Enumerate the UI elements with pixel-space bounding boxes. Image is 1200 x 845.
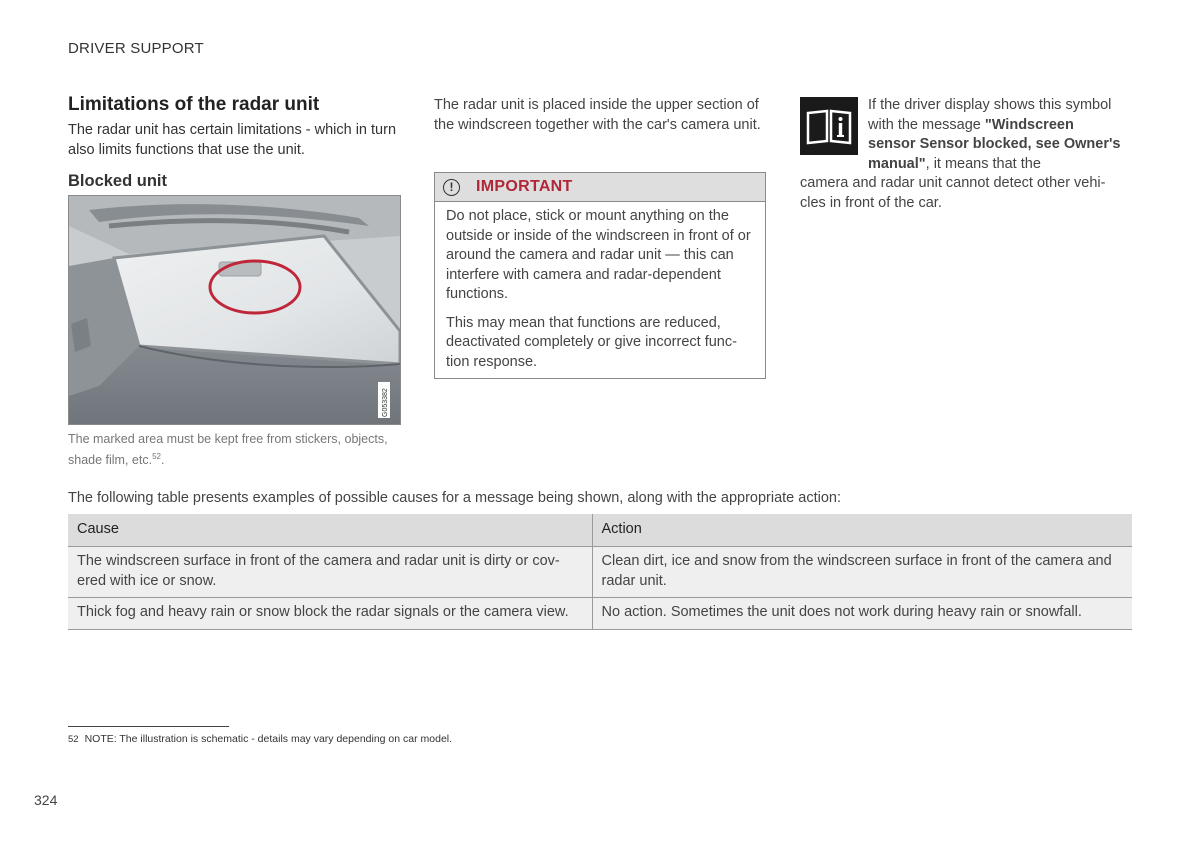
action-cell: No action. Sometimes the unit does not work during heavy rain or snowfall. bbox=[592, 598, 1132, 630]
table-intro: The following table presents examples of possible causes for a message being shown, along with the appropriate action: bbox=[68, 490, 841, 506]
table-header-row bbox=[68, 514, 1132, 547]
display-symbol-paragraph: If the driver display shows this symbol with the message "Windscreen sensor Sensor blocked, see Owner's manual", it means that the bbox=[868, 97, 1121, 172]
display-symbol-paragraph-cont: camera and radar unit cannot detect other vehicles in front of the car. bbox=[800, 175, 1106, 211]
important-title: IMPORTANT bbox=[476, 178, 573, 195]
cause-cell: Thick fog and heavy rain or snow block the radar signals or the camera view. bbox=[68, 598, 592, 630]
section-heading: Limitations of the radar unit bbox=[68, 94, 320, 115]
table-row bbox=[68, 598, 1132, 630]
footnote-divider bbox=[68, 726, 229, 727]
important-paragraph: This may mean that functions are reduced, deactivated completely or give incorrect function response. bbox=[446, 314, 737, 370]
important-header bbox=[435, 173, 765, 202]
owners-manual-icon bbox=[800, 97, 858, 155]
radar-location-paragraph: The radar unit is placed inside the upper section of the windscreen together with the car's camera unit. bbox=[434, 97, 761, 133]
cause-cell: The windscreen surface in front of the camera and radar unit is dirty or covered with ice or snow. bbox=[68, 547, 592, 598]
subheading-blocked-unit: Blocked unit bbox=[68, 172, 168, 190]
important-box bbox=[434, 172, 766, 379]
footnote-number: 52 bbox=[68, 734, 79, 745]
column-header-action: Action bbox=[592, 514, 1132, 547]
display-message: "Windscreen sensor Sensor blocked, see Owner's manual" bbox=[868, 116, 1121, 172]
important-paragraph: Do not place, stick or mount anything on the outside or inside of the windscreen in front of or around the camera and radar unit — this can interfere with camera and radar-dependent functions. bbox=[446, 208, 751, 302]
column-header-cause: Cause bbox=[68, 514, 592, 547]
footnote-ref[interactable]: 52 bbox=[152, 452, 161, 461]
footnote-text: NOTE: The illustration is schematic - details may vary depending on car model. bbox=[84, 733, 453, 745]
intro-paragraph: The radar unit has certain limitations - which in turn also limits functions that use the unit. bbox=[68, 122, 397, 158]
windscreen-illustration bbox=[68, 195, 401, 425]
action-cell: Clean dirt, ice and snow from the windscreen surface in front of the camera and radar unit. bbox=[592, 547, 1132, 598]
important-body bbox=[435, 202, 765, 372]
section-header: DRIVER SUPPORT bbox=[68, 40, 204, 57]
figure-caption: The marked area must be kept free from stickers, objects, shade film, etc.$^{52}$. bbox=[68, 432, 388, 468]
footnote bbox=[68, 733, 452, 745]
exclamation-circle-icon: ! bbox=[443, 179, 460, 196]
figure-code: G053382 bbox=[382, 388, 389, 417]
table-row bbox=[68, 547, 1132, 598]
cause-action-table bbox=[68, 514, 1132, 630]
page-number: 324 bbox=[34, 792, 58, 808]
